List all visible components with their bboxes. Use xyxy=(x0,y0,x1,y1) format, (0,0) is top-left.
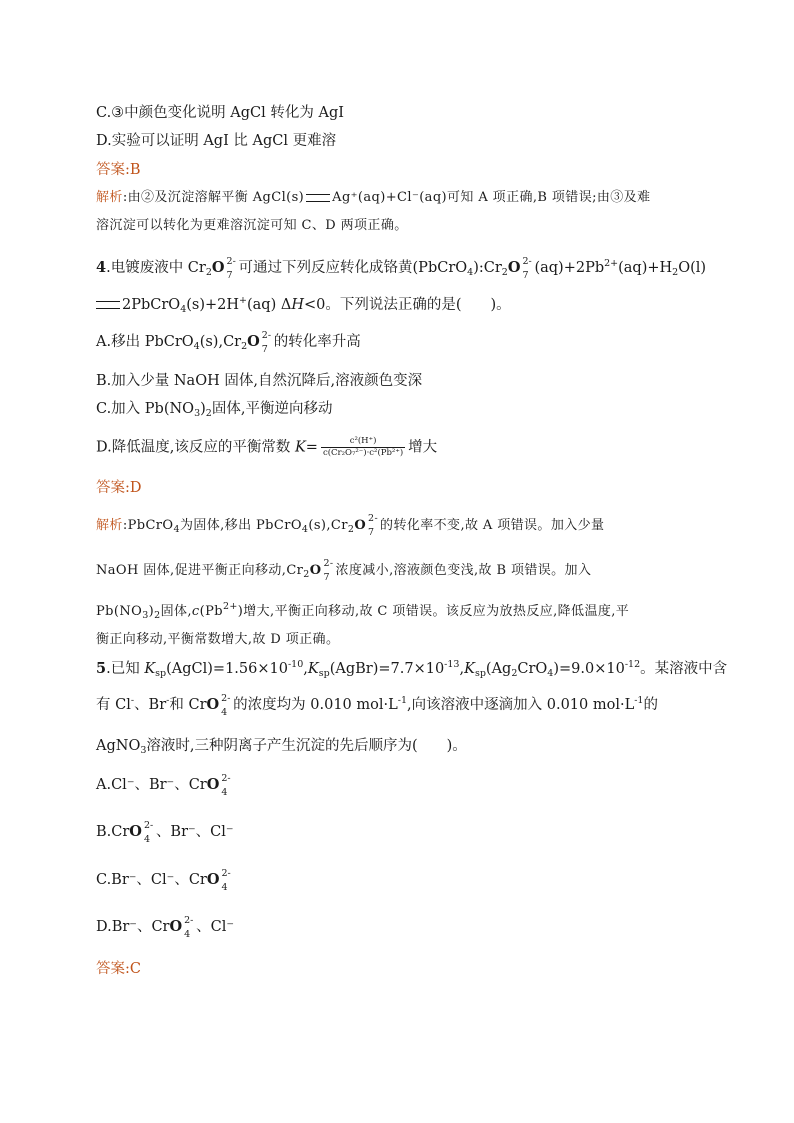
q5-option-d: D.Br⁻、CrO 2- 4 、Cl⁻ xyxy=(96,915,235,940)
q4-explanation-line-3: $Pb(NO_3)_2$固体$,c(Pb^{2+})$增大,平衡正向移动,故 C 项错误。该反应为放热反应,降低温度,平 xyxy=(96,601,630,621)
ion-charge: 2- 7 xyxy=(226,256,236,281)
q4-option-c: C.加入 $Pb(NO_3)_2$固体,平衡逆向移动 xyxy=(96,401,333,419)
q5-option-a: A.Cl⁻、Br⁻、CrO 2- 4 xyxy=(96,773,231,798)
question-number: 4 xyxy=(96,259,107,276)
q5-stem-line-1: 5.已知 $K_{sp}(AgCl)=1.56\times 10^{-10},K_{sp}(AgBr)=7.7\times 10^{-13},K_{sp}(Ag_2CrO_4)=9.0\times 10^{-12}$。某溶液中含 xyxy=(96,659,728,679)
q5-option-c: C.Br⁻、Cl⁻、CrO 2- 4 xyxy=(96,868,231,893)
q3-explanation-line-2: 溶沉淀可以转化为更难溶沉淀可知 C、D 两项正确。 xyxy=(96,218,408,233)
q4-explanation-line-2: NaOH 固体,促进平衡正向移动$,Cr_2O$ 2- 7 浓度减小,溶液颜色变浅,故 B 项错误。加入 xyxy=(96,558,592,583)
equilibrium-arrow xyxy=(306,194,330,202)
q4-option-a: A.移出 $PbCrO_4(s),Cr_2O$ 2- 7 的转化率升高 xyxy=(96,330,361,355)
q3-answer: 答案:B xyxy=(96,162,141,178)
q4-answer: 答案:D xyxy=(96,480,142,496)
q4-stem-line-2: 2PbCrO$_4$(s)+2H+(aq) ΔH<0。下列说法正确的是( )。 xyxy=(96,295,511,315)
equilibrium-constant-fraction: $\frac{\text{c²(H⁺)}}{\text{c(Cr₂O₇²⁻)·c²(Pb²⁺)}}$ xyxy=(322,436,404,458)
q4-option-d: D.降低温度,该反应的平衡常数 K= $\frac{\text{c²(H⁺)}}{\text{c(Cr₂O₇²⁻)·c²(Pb²⁺)}}$ 增大 xyxy=(96,436,438,458)
q5-stem-line-3: AgNO$_3$溶液时,三种阴离子产生沉淀的先后顺序为( )。 xyxy=(96,738,467,756)
q4-explanation-line-1: 解析:PbCrO$_4$为固体,移出 $PbCrO_4(s),Cr_2O$ 2- 7 的转化率不变,故 A 项错误。加入少量 xyxy=(96,513,605,538)
q3-option-c: C.③中颜色变化说明 AgCl 转化为 AgI xyxy=(96,105,344,121)
q4-explanation-line-4: 衡正向移动,平衡常数增大,故 D 项正确。 xyxy=(96,632,340,647)
q5-answer: 答案:C xyxy=(96,961,141,977)
q3-option-d: D.实验可以证明 AgI 比 AgCl 更难溶 xyxy=(96,133,337,149)
q3-explanation-line-1: 解析:由②及沉淀溶解平衡 AgCl(s) Ag⁺(aq)+Cl⁻(aq)可知 A 项正确,B 项错误;由③及难 xyxy=(96,190,651,205)
q5-stem-line-2: 有 Cl-、Br-和 CrO 2- 4 的浓度均为 0.010 $mol\cdot L^{-1}$,向该溶液中逐滴加入 0.010 $mol\cdot L^{-1}$的 xyxy=(96,693,658,718)
explanation-label: 解析 xyxy=(96,190,123,205)
q4-stem-line-1: 4.电镀废液中 $Cr_2O$ 2- 7 可通过下列反应转化成铬黄$(PbCrO_4):Cr_2O$ 2- 7 $(aq)+2Pb^{2+}(aq)+H_2O(l)$ xyxy=(96,256,707,281)
q5-option-b: B.CrO 2- 4 、Br⁻、Cl⁻ xyxy=(96,820,234,845)
q4-option-b: B.加入少量 NaOH 固体,自然沉降后,溶液颜色变深 xyxy=(96,373,423,389)
equilibrium-arrow xyxy=(96,301,120,309)
